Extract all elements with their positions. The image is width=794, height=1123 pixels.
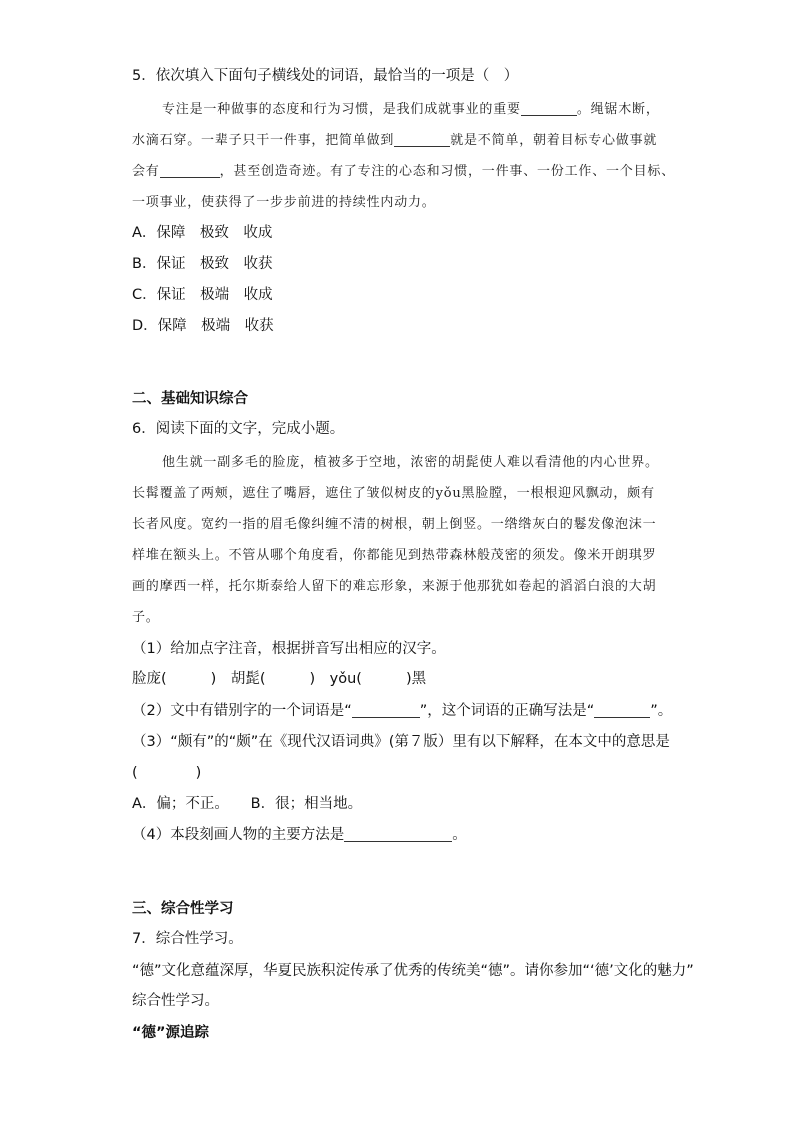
q6-sub3-stem: （3）“颇有”的“颇”在《现代汉语词典》(第７版）里有以下解释，在本文中的意思是 bbox=[132, 734, 670, 750]
q6-sub2: （2）文中有错别字的一个词语是“ ”，这个词语的正确写法是“ ”。 bbox=[132, 703, 673, 719]
q7-intro-line-1: “德”文化意蕴深厚，华夏民族积淀传承了优秀的传统美“德”。请你参加“‘德’文化的魅力” bbox=[132, 963, 694, 979]
q6-passage-line-6: 子。 bbox=[132, 610, 160, 625]
q7-subtitle: “德”源追踪 bbox=[132, 1025, 210, 1041]
blank-method[interactable] bbox=[344, 826, 452, 842]
q5-passage-line-4: 一项事业，使获得了一步步前进的持续性内动力。 bbox=[132, 195, 436, 210]
blank-wrong-word[interactable] bbox=[352, 702, 420, 718]
blank-3[interactable] bbox=[160, 162, 220, 178]
q6-passage-line-2: 长髯覆盖了两颊，遮住了嘴唇，遮住了皱似树皮的yǒu黑脸膛，一根根迎风飘动，颇有 bbox=[132, 486, 655, 501]
q5-passage-line-1: 专注是一种做事的态度和行为习惯，是我们成就事业的重要 。绳锯木断， bbox=[162, 102, 660, 117]
q5-stem: 5．依次填入下面句子横线处的词语，最恰当的一项是（ ） bbox=[132, 68, 519, 84]
q6-sub1-stem: （1）给加点字注音，根据拼音写出相应的汉字。 bbox=[132, 641, 446, 657]
q5-option-a[interactable]: A．保障 极致 收成 bbox=[132, 225, 273, 241]
q6-sub1-answers: 脸庞( ) 胡髭( ) yǒu( )黑 bbox=[132, 671, 427, 687]
q5-option-d[interactable]: D．保障 极端 收获 bbox=[132, 318, 274, 334]
q6-sub3-options[interactable]: A．偏；不正。 B．很；相当地。 bbox=[132, 796, 363, 812]
q6-stem: 6．阅读下面的文字，完成小题。 bbox=[132, 421, 345, 437]
q5-option-c[interactable]: C．保证 极端 收成 bbox=[132, 287, 273, 303]
q6-passage-line-5: 画的摩西一样，托尔斯泰给人留下的难忘形象，来源于他那犹如卷起的滔滔白浪的大胡 bbox=[132, 579, 657, 594]
blank-2[interactable] bbox=[394, 131, 450, 147]
q5-passage-line-2: 水滴石穿。一辈子只干一件事，把简单做到 就是不简单，朝着目标专心做事就 bbox=[132, 133, 658, 148]
blank-1[interactable] bbox=[521, 100, 577, 116]
q5-option-b[interactable]: B．保证 极致 收获 bbox=[132, 256, 273, 272]
q6-passage-line-1: 他生就一副多毛的脸庞，植被多于空地，浓密的胡髭使人难以看清他的内心世界。 bbox=[162, 455, 659, 470]
q6-passage-line-4: 样堆在额头上。不管从哪个角度看，你都能见到热带森林般茂密的须发。像米开朗琪罗 bbox=[132, 548, 657, 563]
q7-stem: 7．综合性学习。 bbox=[132, 931, 243, 947]
q7-intro-line-2: 综合性学习。 bbox=[132, 993, 219, 1009]
q6-sub4: （4）本段刻画人物的主要方法是 。 bbox=[132, 827, 467, 843]
section-3-title: 三、综合性学习 bbox=[132, 901, 234, 917]
blank-correct-word[interactable] bbox=[594, 702, 650, 718]
section-2-title: 二、基础知识综合 bbox=[132, 391, 248, 407]
q6-passage-line-3: 长者风度。宽约一指的眉毛像纠缠不清的树根，朝上倒竖。一绺绺灰白的鬈发像泡沫一 bbox=[132, 517, 657, 532]
q6-sub3-answer: ( ) bbox=[132, 765, 202, 781]
q5-passage-line-3: 会有 ，甚至创造奇迹。有了专注的心态和习惯，一件事、一份工作、一个目标、 bbox=[132, 164, 676, 179]
